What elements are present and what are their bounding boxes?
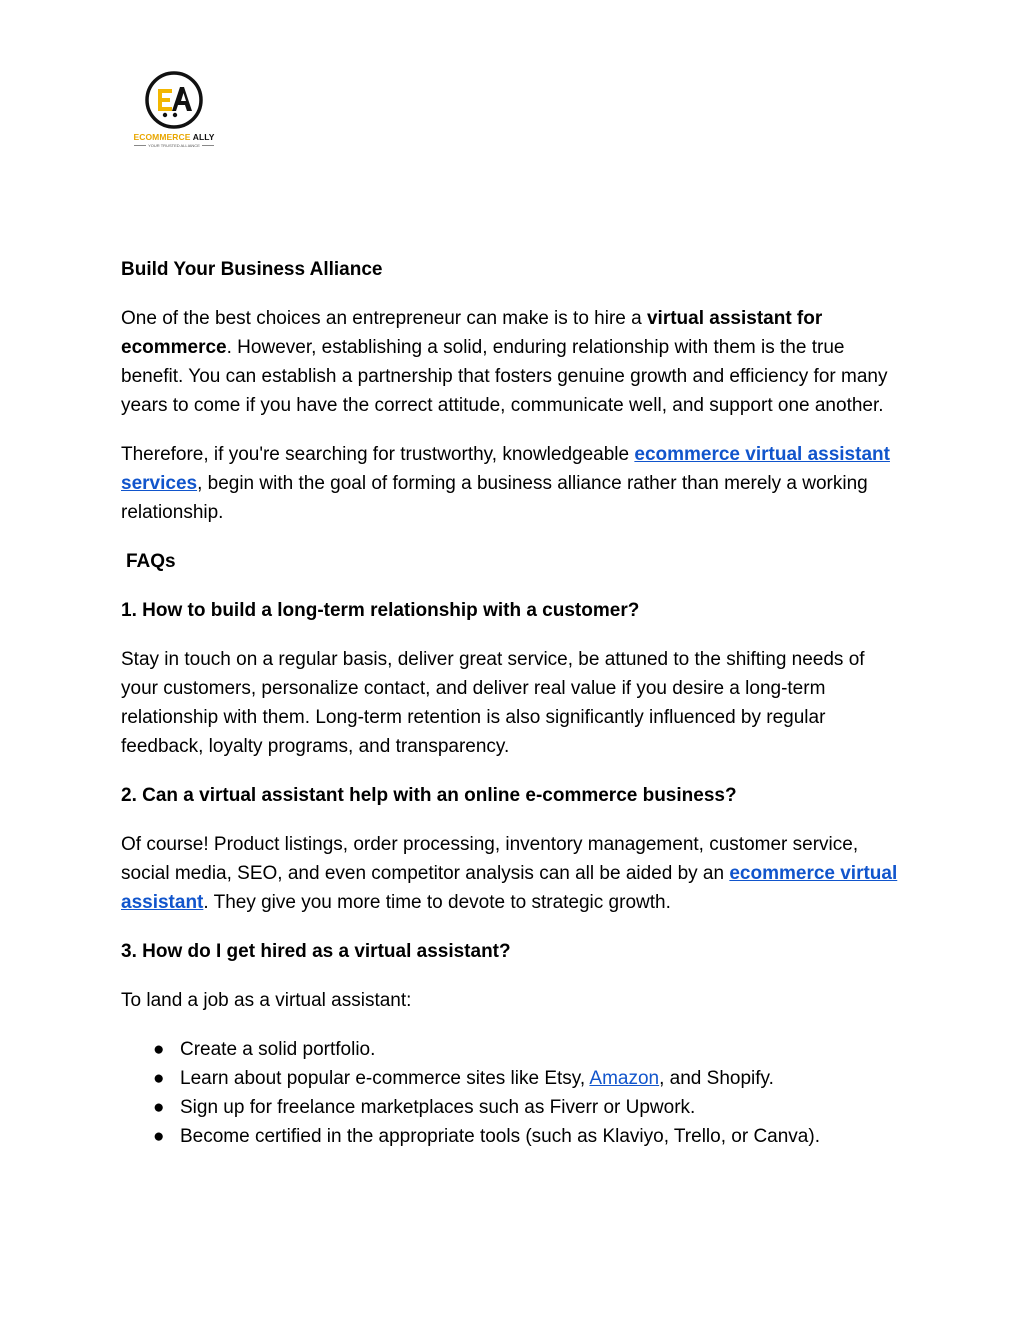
faq1-answer: Stay in touch on a regular basis, deliver great service, be attuned to the shifting needs of your customers, personalize contact, and deliver real value if you desire a long-term relationship with them. Long-term retention is also significantly influenced by regular feedback, loyalty programs, and transparency. <box>121 649 865 757</box>
intro-bold-keyword: virtual assistant for ecommerce <box>121 308 823 358</box>
divider <box>202 145 214 146</box>
logo-wordmark-part1: ECOMMERCE <box>133 132 191 142</box>
faq3-intro: To land a job as a virtual assistant: <box>121 990 412 1011</box>
therefore-text-before: Therefore, if you're searching for trustworthy, knowledgeable <box>121 444 635 465</box>
section-title: Build Your Business Alliance <box>121 259 383 280</box>
amazon-link[interactable]: Amazon <box>589 1068 660 1089</box>
list-item-text-after: , and Shopify. <box>659 1068 774 1089</box>
bullet-icon: ● <box>153 1126 165 1147</box>
faq2-answer-after: . They give you more time to devote to strategic growth. <box>203 892 671 913</box>
bullet-icon: ● <box>153 1039 165 1060</box>
list-item <box>153 1122 906 1151</box>
logo-wordmark <box>128 132 220 142</box>
bullet-icon: ● <box>153 1068 165 1089</box>
list-item-text: Sign up for freelance marketplaces such as Fiverr or Upwork. <box>180 1097 696 1118</box>
list-item <box>153 1093 906 1122</box>
ecommerce-va-services-link[interactable]: ecommerce virtual assistant services <box>121 444 890 494</box>
logo-emblem-icon <box>144 70 204 130</box>
faq2-answer-before: Of course! Product listings, order processing, inventory management, customer service, social media, SEO, and even competitor analysis can all be aided by an <box>121 834 859 884</box>
faq2-question: 2. Can a virtual assistant help with an online e-commerce business? <box>121 785 737 806</box>
intro-paragraph <box>121 304 906 420</box>
list-item <box>153 1035 906 1064</box>
divider <box>134 145 146 146</box>
intro-text-after: . However, establishing a solid, enduring relationship with them is the true benefit. You can establish a partnership that fosters genuine growth and efficiency for many years to come if you have the correct attitude, communicate well, and support one another. <box>121 337 888 416</box>
logo-tagline: YOUR TRUSTED ALLIANCE <box>148 143 200 148</box>
list-item-text-before: Learn about popular e-commerce sites like Etsy, <box>180 1068 590 1089</box>
ecommerce-va-link[interactable]: ecommerce virtual assistant <box>121 863 898 913</box>
logo <box>128 70 220 150</box>
list-item <box>153 1064 906 1093</box>
logo-wordmark-part2: ALLY <box>192 132 215 142</box>
therefore-paragraph <box>121 440 906 527</box>
faqs-heading: FAQs <box>126 551 176 572</box>
list-item-text: Create a solid portfolio. <box>180 1039 376 1060</box>
faq1-question: 1. How to build a long-term relationship with a customer? <box>121 600 640 621</box>
bullet-icon: ● <box>153 1097 165 1118</box>
faq2-answer <box>121 830 906 917</box>
therefore-text-after: , begin with the goal of forming a business alliance rather than merely a working relationship. <box>121 473 868 523</box>
intro-text-before: One of the best choices an entrepreneur can make is to hire a <box>121 308 647 329</box>
faq3-bullet-list <box>121 1035 906 1151</box>
logo-tagline-row <box>128 142 220 148</box>
list-item-text: Become certified in the appropriate tools (such as Klaviyo, Trello, or Canva). <box>180 1126 820 1147</box>
faq3-question: 3. How do I get hired as a virtual assistant? <box>121 941 511 962</box>
document-body <box>121 255 906 1151</box>
